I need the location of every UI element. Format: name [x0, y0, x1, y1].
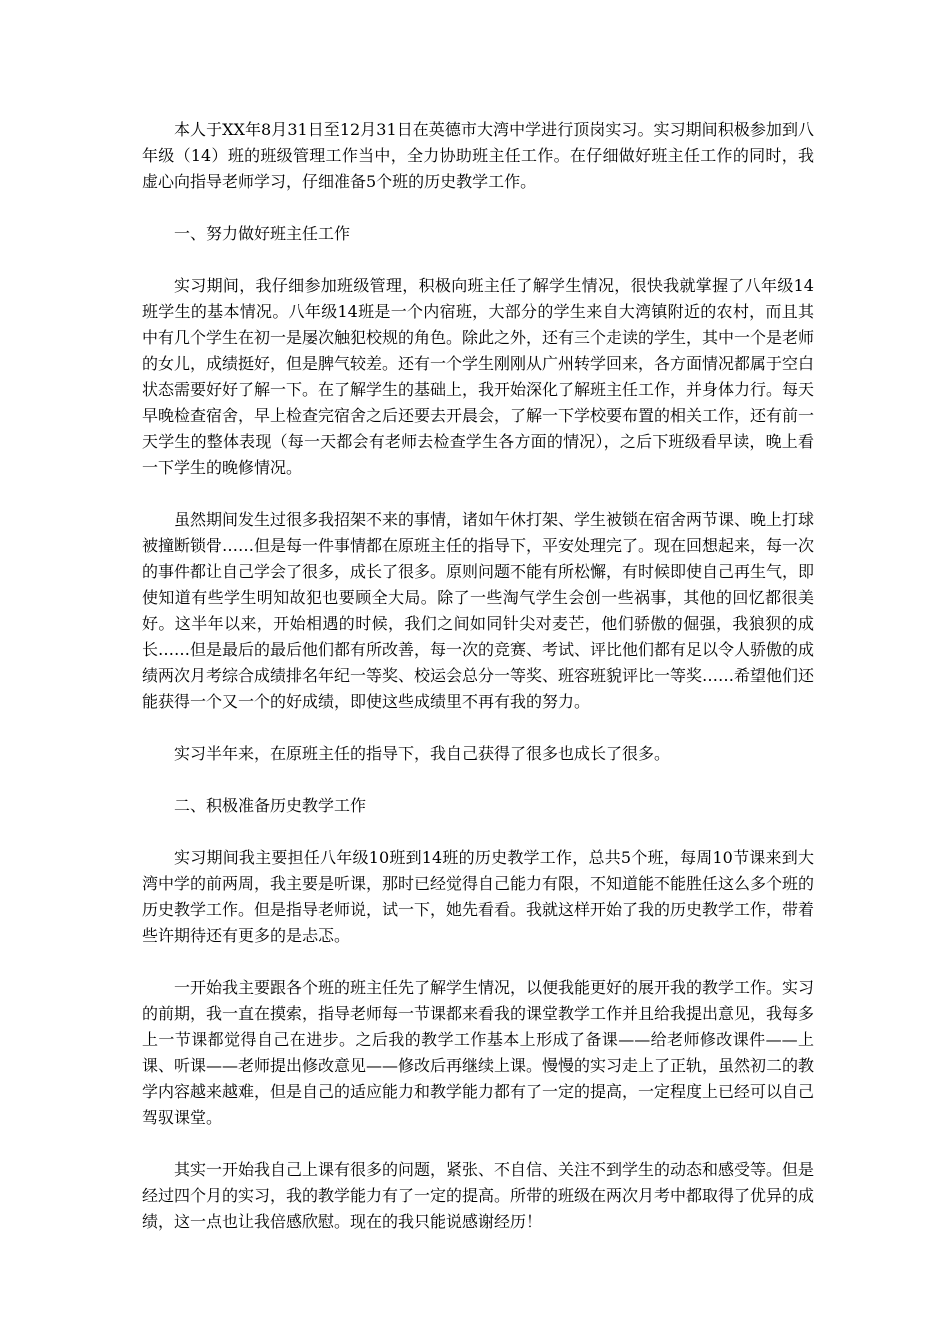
paragraph-incidents: 虽然期间发生过很多我招架不来的事情，诸如午休打架、学生被锁在宿舍两节课、晚上打球被撞断锁骨……但是每一件事情都在原班主任的指导下，平安处理完了。现在回想起来，每一次的事件都让自己学会了很多，成长了很多。原则问题不能有所松懈，有时候即使自己再生气，即使知道有些学生明知故犯也要顾全大局。除了一些淘气学生会创一些祸事，其他的回忆都很美好。这半年以来，开始相遇的时候，我们之间如同针尖对麦芒，他们骄傲的倔强，我狼狈的成长……但是最后的最后他们都有所改善，每一次的竞赛、考试、评比他们都有足以令人骄傲的成绩两次月考综合成绩排名年纪一等奖、校运会总分一等奖、班容班貌评比一等奖……希望他们还能获得一个又一个的好成绩，即使这些成绩里不再有我的努力。 — [142, 510, 815, 711]
paragraph-conclusion: 其实一开始我自己上课有很多的问题，紧张、不自信、关注不到学生的动态和感受等。但是经过四个月的实习，我的教学能力有了一定的提高。所带的班级在两次月考中都取得了优异的成绩，这一点也让我倍感欣慰。现在的我只能说感谢经历！ — [142, 1160, 815, 1231]
paragraph-summary-half-year: 实习半年来，在原班主任的指导下，我自己获得了很多也成长了很多。 — [174, 744, 671, 763]
section-heading-1: 一、努力做好班主任工作 — [174, 224, 351, 243]
intro-paragraph: 本人于XX年8月31日至12月31日在英德市大湾中学进行顶岗实习。实习期间积极参加到八年级（14）班的班级管理工作当中，全力协助班主任工作。在仔细做好班主任工作的同时，我虚心向指导老师学习，仔细准备5个班的历史教学工作。 — [142, 120, 814, 191]
paragraph-class-management: 实习期间，我仔细参加班级管理，积极向班主任了解学生情况，很快我就掌握了八年级14班学生的基本情况。八年级14班是一个内宿班，大部分的学生来自大湾镇附近的农村，而且其中有几个学生在初一是屡次触犯校规的角色。除此之外，还有三个走读的学生，其中一个是老师的女儿，成绩挺好，但是脾气较差。还有一个学生刚刚从广州转学回来，各方面情况都属于空白状态需要好好了解一下。在了解学生的基础上，我开始深化了解班主任工作，并身体力行。每天早晚检查宿舍，早上检查完宿舍之后还要去开晨会，了解一下学校要布置的相关工作，还有前一天学生的整体表现（每一天都会有老师去检查学生各方面的情况），之后下班级看早读，晚上看一下学生的晚修情况。 — [142, 276, 815, 477]
section-heading-2: 二、积极准备历史教学工作 — [174, 796, 367, 815]
paragraph-teaching-process: 一开始我主要跟各个班的班主任先了解学生情况，以便我能更好的展开我的教学工作。实习的前期，我一直在摸索，指导老师每一节课都来看我的课堂教学工作并且给我提出意见，我每多上一节课都觉得自己在进步。之后我的教学工作基本上形成了备课——给老师修改课件——上课、听课——老师提出修改意见——修改后再继续上课。慢慢的实习走上了正轨，虽然初二的教学内容越来越难，但是自己的适应能力和教学能力都有了一定的提高，一定程度上已经可以自己驾驭课堂。 — [142, 978, 815, 1127]
document-page — [142, 117, 814, 1235]
paragraph-teaching-start: 实习期间我主要担任八年级10班到14班的历史教学工作，总共5个班，每周10节课来到大湾中学的前两周，我主要是听课，那时已经觉得自己能力有限，不知道能不能胜任这么多个班的历史教学工作。但是指导老师说，试一下，她先看看。我就这样开始了我的历史教学工作，带着些许期待还有更多的是忐忑。 — [142, 848, 815, 945]
